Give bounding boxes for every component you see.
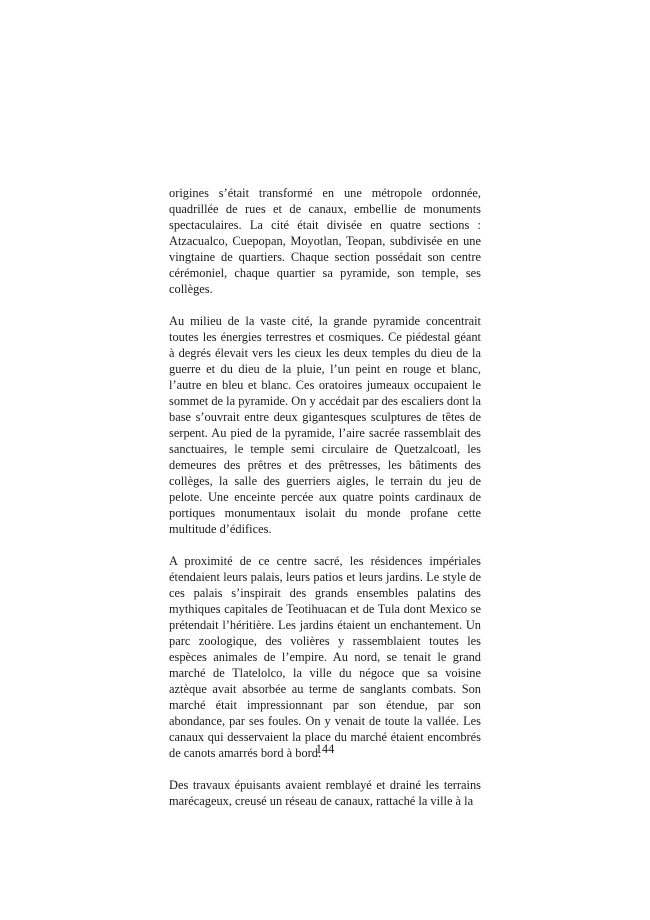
paragraph-3: A proximité de ce centre sacré, les résidences impériales étendaient leurs palais, leurs patios et leurs jardins. Le style de ces palais s’inspirait des grands ensembles palatins des mythiques capitales de Teotihuacan et de Tula dont Mexico se prétendait l’héritière. Les jardins étaient un enchantement. Un parc zoologique, des volières y rassemblaient toutes les espèces animales de l’empire. Au nord, se tenait le grand marché de Tlatelolco, la ville du négoce que sa voisine aztèque avait absorbée au terme de sanglants combats. Son marché était impressionnant par son étendue, par son abondance, par ses foules. On y venait de toute la vallée. Les canaux qui desservaient la place du marché étaient encombrés de canots amarrés bord à bord. (169, 554, 481, 760)
page-number: 144 (315, 742, 335, 756)
body-text (169, 185, 481, 825)
paragraph-4: Des travaux épuisants avaient remblayé et drainé les terrains marécageux, creusé un réseau de canaux, rattaché la ville à la (169, 778, 481, 808)
paragraph-1: origines s’était transformé en une métropole ordonnée, quadrillée de rues et de canaux, embellie de monuments spectaculaires. La cité était divisée en quatre sections : Atzacualco, Cuepopan, Moyotlan, Teopan, subdivisée en une vingtaine de quartiers. Chaque section possédait son centre cérémoniel, chaque quartier sa pyramide, son temple, ses collèges. (169, 186, 481, 296)
paragraph-2: Au milieu de la vaste cité, la grande pyramide concentrait toutes les énergies terrestres et cosmiques. Ce piédestal géant à degrés élevait vers les cieux les deux temples du dieu de la guerre et du dieu de la pluie, l’un peint en rouge et blanc, l’autre en bleu et blanc. Ces oratoires jumeaux occupaient le sommet de la pyramide. On y accédait par des escaliers dont la base s’ouvrait entre deux gigantesques sculptures de têtes de serpent. Au pied de la pyramide, l’aire sacrée rassemblait des sanctuaires, le temple semi circulaire de Quetzalcoatl, les demeures des prêtres et des prêtresses, les bâtiments des collèges, la salle des guerriers aigles, le terrain du jeu de pelote. Une enceinte percée aux quatre points cardinaux de portiques monumentaux isolait du monde profane cette multitude d’édifices. (169, 314, 481, 536)
